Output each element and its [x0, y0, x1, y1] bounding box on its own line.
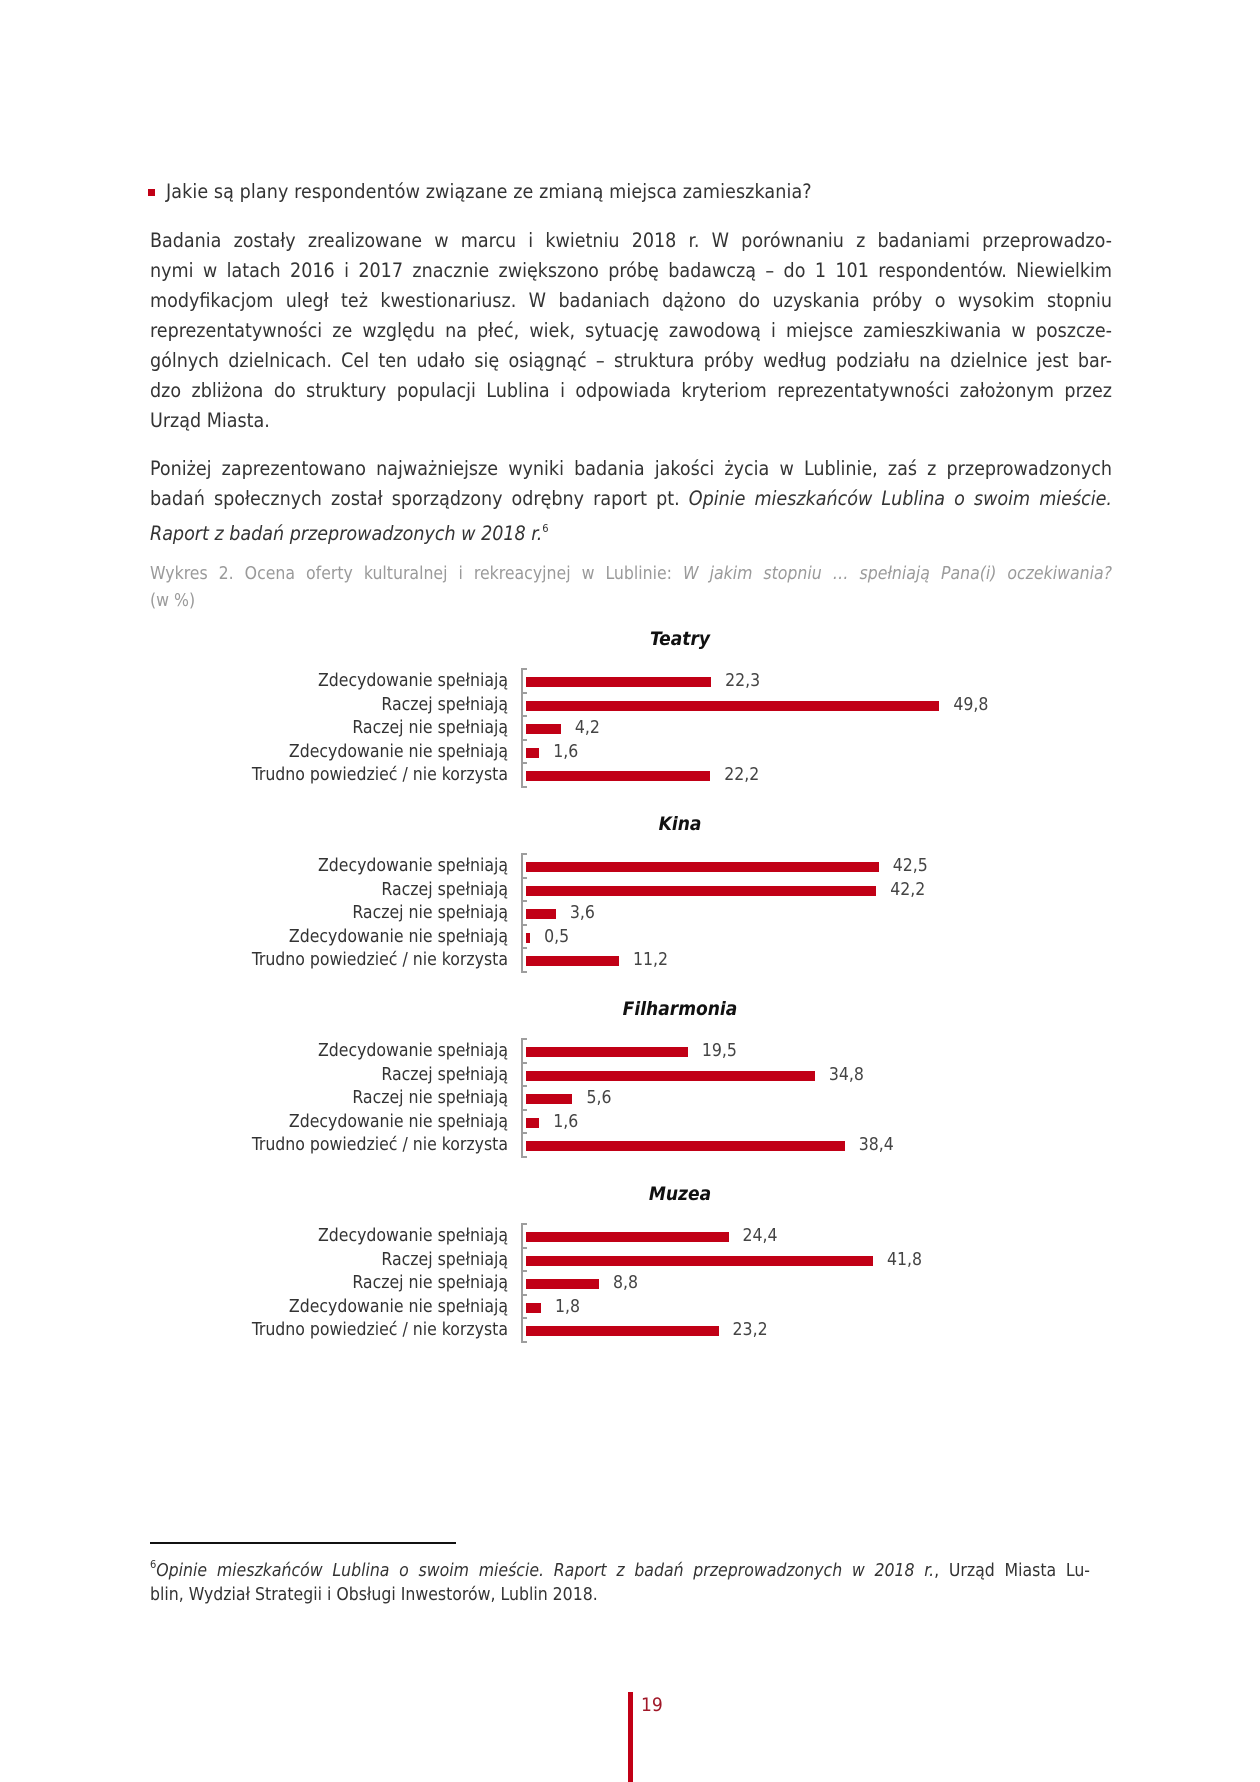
- footnote-line: blin, Wydział Strategii i Obsługi Inwestorów, Lublin 2018.: [150, 1585, 598, 1605]
- chart-row: [0, 855, 1260, 878]
- footnote-text: , Urząd Miasta Lu-: [934, 1561, 1090, 1581]
- paragraph-line: gólnych dzielnicach. Cel ten udało się osiągnąć – struktura próby według podziału na dzielnice jest bar-: [150, 349, 1112, 372]
- value-label: 38,4: [858, 1135, 894, 1156]
- chart-title: Teatry: [649, 628, 711, 650]
- paragraph-line: dzo zbliżona do struktury populacji Lublina i odpowiada kryteriom reprezentatywności założonym przez: [150, 379, 1112, 402]
- chart-row: [0, 1134, 1260, 1157]
- paragraph-line: Poniżej zaprezentowano najważniejsze wyniki badania jakości życia w Lublinie, zaś z przeprowadzonych: [150, 457, 1112, 480]
- paragraph-line: nymi w latach 2016 i 2017 znacznie zwiększono próbę badawczą – do 1 101 respondentów. Niewielkim: [150, 259, 1112, 282]
- data-bar: [526, 724, 561, 734]
- value-label: 41,8: [886, 1249, 922, 1270]
- bar-chart-kina: [0, 813, 1260, 983]
- data-bar: [526, 933, 530, 943]
- chart-row: [0, 1249, 1260, 1272]
- footnote: [150, 1553, 1090, 1607]
- data-bar: [526, 1094, 572, 1104]
- caption-question: W jakim stopniu … spełniają Pana(i) oczekiwania?: [683, 564, 1112, 584]
- category-label: Raczej spełniają: [381, 694, 508, 715]
- value-label: 42,5: [892, 856, 928, 876]
- value-label: 19,5: [701, 1041, 737, 1061]
- category-label: Trudno powiedzieć / nie korzysta: [251, 765, 508, 786]
- bullet-square-icon: [148, 189, 155, 196]
- data-bar: [526, 1256, 873, 1266]
- data-bar: [526, 701, 939, 711]
- chart-row: [0, 1319, 1260, 1342]
- value-label: 1,6: [553, 741, 579, 762]
- page-number: 19: [641, 1694, 663, 1716]
- page-number-bar: [628, 1692, 633, 1782]
- data-bar: [526, 1279, 599, 1289]
- chart-row: [0, 717, 1260, 740]
- category-label: Trudno powiedzieć / nie korzysta: [251, 1135, 508, 1156]
- value-label: 22,3: [725, 671, 761, 691]
- chart-title: Muzea: [648, 1183, 712, 1205]
- data-bar: [526, 1326, 719, 1336]
- value-label: 1,6: [553, 1111, 579, 1132]
- data-bar: [526, 909, 556, 919]
- value-label: 0,5: [544, 926, 570, 947]
- value-label: 11,2: [632, 950, 668, 971]
- bar-chart-filharmonia: [0, 998, 1260, 1168]
- value-label: 23,2: [732, 1320, 768, 1341]
- data-bar: [526, 956, 619, 966]
- caption-unit: (w %): [150, 591, 196, 611]
- data-bar: [526, 1118, 539, 1128]
- bullet-item: [166, 180, 812, 203]
- chart-row: [0, 926, 1260, 949]
- report-title-italic: Raport z badań przeprowadzonych w 2018 r.: [150, 522, 543, 545]
- footnote-line: [150, 1553, 1090, 1583]
- paragraph-line: reprezentatywności ze względu na płeć, wiek, sytuację zawodową i miejsce zamieszkiwania w poszcze-: [150, 319, 1112, 342]
- data-bar: [526, 1141, 845, 1151]
- chart-row: [0, 1272, 1260, 1295]
- category-label: Raczej spełniają: [381, 1064, 508, 1085]
- value-label: 34,8: [828, 1064, 864, 1085]
- chart-row: [0, 949, 1260, 972]
- category-label: Zdecydowanie spełniają: [317, 671, 508, 691]
- paragraph-line: modyfikacjom uległ też kwestionariusz. W badaniach dążono do uzyskania próby o wysokim stopniu: [150, 289, 1112, 312]
- caption-line: [150, 561, 1112, 588]
- footnote-title: Opinie mieszkańców Lublina o swoim mieście. Raport z badań przeprowadzonych w 2018 r.: [156, 1561, 935, 1581]
- category-label: Trudno powiedzieć / nie korzysta: [251, 1320, 508, 1341]
- chart-row: [0, 1225, 1260, 1248]
- category-label: Zdecydowanie spełniają: [317, 856, 508, 876]
- chart-title: Kina: [658, 813, 702, 835]
- data-bar: [526, 771, 710, 781]
- category-label: Zdecydowanie nie spełniają: [288, 1296, 508, 1317]
- category-label: Raczej spełniają: [381, 879, 508, 900]
- chart-row: [0, 1296, 1260, 1319]
- data-bar: [526, 1047, 688, 1057]
- paragraph-line: Urząd Miasta.: [150, 409, 270, 432]
- value-label: 1,8: [554, 1296, 580, 1317]
- data-bar: [526, 862, 879, 872]
- footnote-divider: [150, 1542, 456, 1544]
- chart-row: [0, 879, 1260, 902]
- bar-chart-teatry: [0, 628, 1260, 798]
- value-label: 5,6: [586, 1088, 612, 1109]
- category-label: Zdecydowanie spełniają: [317, 1226, 508, 1246]
- value-label: 4,2: [574, 718, 600, 739]
- paragraph-line: [150, 514, 1112, 549]
- category-label: Raczej nie spełniają: [352, 1273, 508, 1294]
- category-label: Zdecydowanie nie spełniają: [288, 1111, 508, 1132]
- value-label: 22,2: [724, 765, 760, 786]
- category-label: Raczej spełniają: [381, 1249, 508, 1270]
- paragraph-line: Badania zostały zrealizowane w marcu i kwietniu 2018 r. W porównaniu z badaniami przeprowadzo-: [150, 229, 1112, 252]
- chart-row: [0, 902, 1260, 925]
- chart-row: [0, 764, 1260, 787]
- footnote-number: 6: [150, 1558, 157, 1571]
- bar-chart-muzea: [0, 1183, 1260, 1353]
- data-bar: [526, 1303, 541, 1313]
- chart-row: [0, 694, 1260, 717]
- chart-title: Filharmonia: [622, 998, 738, 1020]
- value-label: 3,6: [569, 903, 595, 924]
- category-label: Raczej nie spełniają: [352, 718, 508, 739]
- data-bar: [526, 748, 539, 758]
- data-bar: [526, 1071, 815, 1081]
- chart-row: [0, 670, 1260, 693]
- paragraph-line: [150, 484, 1112, 514]
- value-label: 42,2: [890, 879, 926, 900]
- category-label: Trudno powiedzieć / nie korzysta: [251, 950, 508, 971]
- data-bar: [526, 886, 876, 896]
- data-bar: [526, 677, 711, 687]
- caption-text: Wykres 2. Ocena oferty kulturalnej i rekreacyjnej w Lublinie:: [150, 564, 683, 584]
- category-label: Zdecydowanie nie spełniają: [288, 926, 508, 947]
- category-label: Zdecydowanie spełniają: [317, 1041, 508, 1061]
- chart-row: [0, 1087, 1260, 1110]
- value-label: 24,4: [742, 1226, 778, 1246]
- paragraph-methodology: [150, 226, 1112, 436]
- category-label: Raczej nie spełniają: [352, 1088, 508, 1109]
- report-title-italic: Opinie mieszkańców Lublina o swoim mieście.: [688, 487, 1112, 510]
- chart-row: [0, 1064, 1260, 1087]
- data-bar: [526, 1232, 729, 1242]
- chart-caption: [150, 561, 1112, 615]
- bullet-text: Jakie są plany respondentów związane ze zmianą miejsca zamieszkania?: [166, 180, 812, 203]
- value-label: 8,8: [613, 1273, 639, 1294]
- chart-row: [0, 1111, 1260, 1134]
- chart-row: [0, 1040, 1260, 1063]
- category-label: Raczej nie spełniają: [352, 903, 508, 924]
- category-label: Zdecydowanie nie spełniają: [288, 741, 508, 762]
- plain-text: badań społecznych został sporządzony odrębny raport pt.: [150, 487, 689, 510]
- paragraph-results-intro: [150, 454, 1112, 549]
- footnote-reference[interactable]: 6: [542, 522, 549, 535]
- value-label: 49,8: [953, 694, 989, 715]
- chart-row: [0, 741, 1260, 764]
